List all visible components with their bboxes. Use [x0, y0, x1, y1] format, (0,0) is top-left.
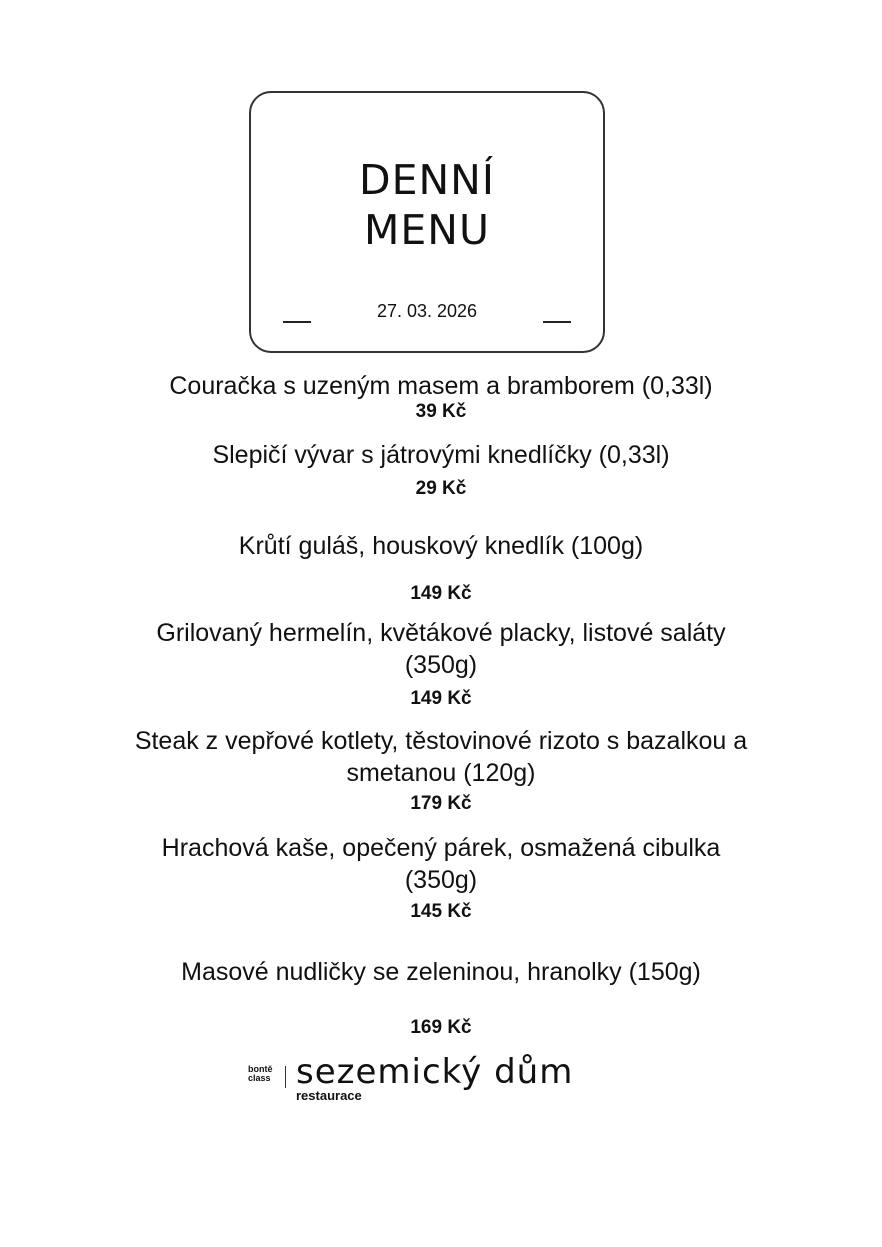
item-price: 169 Kč: [410, 1017, 472, 1038]
menu-item: [0, 832, 882, 896]
item-price: 145 Kč: [410, 901, 472, 922]
item-price: 29 Kč: [415, 478, 467, 499]
item-name: Hrachová kaše, opečený párek, osmažená cibulka (350g): [161, 834, 721, 894]
menu-item: [0, 725, 882, 789]
menu-title: DENNÍ MENU: [359, 156, 495, 254]
menu-item: [0, 370, 882, 402]
item-name: Krůtí guláš, houskový knedlík (100g): [238, 532, 644, 560]
item-name: Masové nudličky se zeleninou, hranolky (150g): [181, 958, 701, 986]
item-price: 39 Kč: [415, 401, 467, 422]
logo-divider: [285, 1066, 286, 1088]
item-name: Grilovaný hermelín, květákové placky, listové saláty (350g): [156, 619, 726, 679]
menu-item: [0, 617, 882, 681]
logo-name: sezemický dům: [296, 1052, 574, 1092]
divider-right: [543, 321, 571, 323]
item-name: Steak z vepřové kotlety, těstovinové rizoto s bazalkou a smetanou (120g): [134, 727, 748, 787]
logo-subtitle: restaurace: [296, 1088, 362, 1103]
item-name: Slepičí vývar s játrovými knedlíčky (0,33l): [212, 441, 670, 469]
item-name: Couračka s uzeným masem a bramborem (0,33l): [169, 372, 713, 400]
menu-item: [0, 530, 882, 562]
menu-item: [0, 439, 882, 471]
logo-brand-small: bontě class: [248, 1064, 273, 1083]
item-price: 149 Kč: [410, 583, 472, 604]
menu-item: [0, 956, 882, 988]
item-price: 179 Kč: [410, 793, 472, 814]
menu-header-box: [249, 91, 605, 353]
item-price: 149 Kč: [410, 688, 472, 709]
menu-date: 27. 03. 2026: [376, 301, 478, 321]
